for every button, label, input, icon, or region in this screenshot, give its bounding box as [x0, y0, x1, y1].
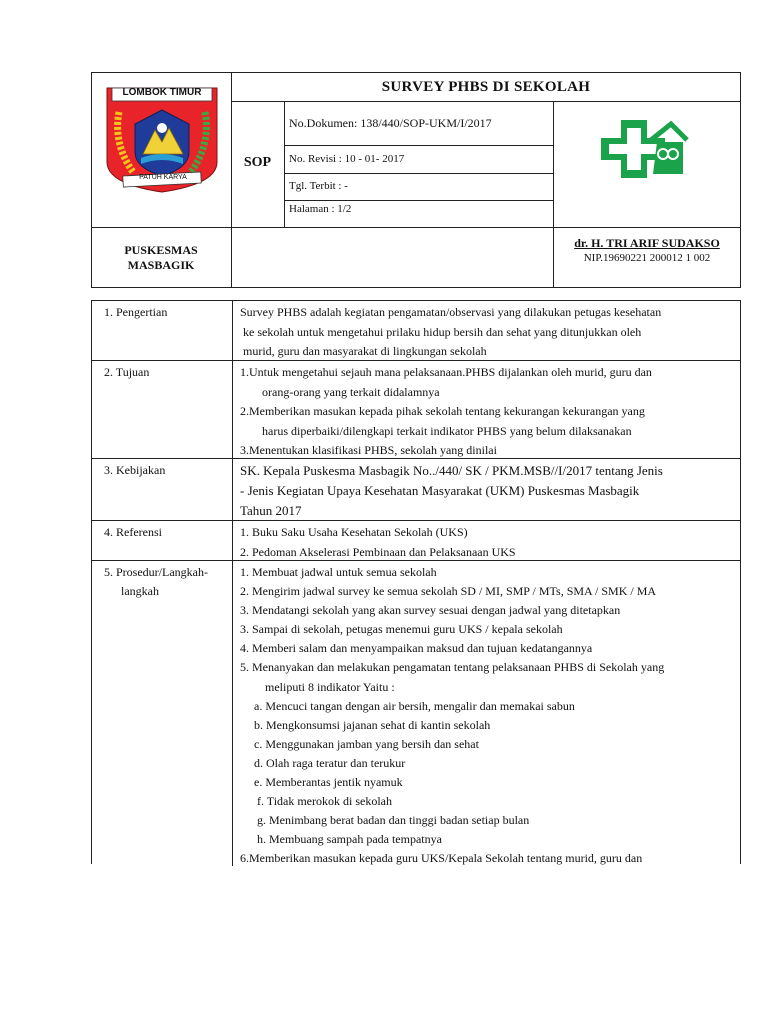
header-divider	[91, 227, 741, 228]
header-divider	[284, 101, 285, 227]
text-line: 3.Menentukan klasifikasi PHBS, sekolah yang dinilai	[240, 443, 497, 457]
row-content	[232, 561, 740, 866]
organization-name-line: PUSKESMAS	[124, 243, 198, 257]
text-line: harus diperbaiki/dilengkapi terkait indikator PHBS yang belum dilaksanakan	[262, 423, 632, 438]
text-line: orang-orang yang terkait didalamnya	[262, 384, 440, 399]
text-line: Survey PHBS adalah kegiatan pengamatan/observasi yang dilakukan petugas kesehatan	[240, 305, 662, 319]
row-label-line: langkah	[121, 584, 159, 598]
header-divider	[284, 173, 553, 174]
signer-nip: NIP.19690221 200012 1 002	[583, 252, 711, 264]
text-line: 3. Sampai di sekolah, petugas menemui guru UKS / kepala sekolah	[240, 622, 563, 637]
text-line: murid, guru dan masyarakat di lingkungan sekolah	[243, 344, 487, 358]
publish-date: Tgl. Terbit : -	[289, 180, 348, 192]
page-number: Halaman : 1/2	[289, 203, 352, 215]
text-line: 5. Menanyakan dan melakukan pengamatan tentang pelaksanaan PHBS di Sekolah yang	[240, 660, 665, 675]
table-row	[92, 520, 740, 561]
text-line: 2.Memberikan masukan kepada pihak sekolah tentang kekurangan kekurangan yang	[240, 404, 645, 418]
text-line: c. Menggunakan jamban yang bersih dan sehat	[254, 736, 479, 751]
text-line: meliputi 8 indikator Yaitu :	[265, 679, 395, 694]
signer-name: dr. H. TRI ARIF SUDAKSO	[574, 236, 720, 250]
text-line: 4. Memberi salam dan menyampaikan maksud dan tujuan kedatangannya	[240, 641, 593, 656]
row-label: 4. Referensi	[104, 525, 162, 539]
text-line: 6.Memberikan masukan kepada guru UKS/Kepala Sekolah tentang murid, guru dan	[240, 851, 643, 866]
text-line: a. Mencuci tangan dengan air bersih, mengalir dan memakai sabun	[254, 698, 575, 713]
crest-bottom-text: PATUH KARYA	[139, 174, 187, 181]
row-label	[92, 561, 232, 601]
sop-label: SOP	[243, 155, 272, 170]
table-row	[92, 560, 740, 866]
header-divider	[284, 200, 553, 201]
header-divider	[231, 101, 741, 102]
crest-top-text: LOMBOK TIMUR	[122, 87, 202, 98]
text-line: 3. Mendatangi sekolah yang akan survey sesuai dengan jadwal yang ditetapkan	[240, 603, 621, 618]
text-line: g. Menimbang berat badan dan tinggi badan setiap bulan	[257, 813, 530, 828]
document-title: SURVEY PHBS DI SEKOLAH	[381, 79, 591, 95]
puskesmas-logo	[597, 118, 689, 180]
text-line: 1. Membuat jadwal untuk semua sekolah	[240, 565, 437, 579]
table-row	[92, 301, 740, 360]
text-line: Tahun 2017	[240, 503, 302, 518]
text-line: 2. Pedoman Akselerasi Pembinaan dan Pelaksanaan UKS	[240, 544, 516, 559]
row-label-line: 5. Prosedur/Langkah-	[104, 565, 208, 579]
regency-crest-logo	[103, 84, 221, 194]
text-line: 1. Buku Saku Usaha Kesehatan Sekolah (UKS)	[240, 525, 468, 539]
text-line: 2. Mengirim jadwal survey ke semua sekolah SD / MI, SMP / MTs, SMA / SMK / MA	[240, 584, 657, 599]
text-line: f. Tidak merokok di sekolah	[257, 794, 392, 809]
row-content	[232, 361, 740, 459]
header-divider	[231, 72, 232, 288]
procedure-table	[91, 300, 741, 864]
text-line: b. Mengkonsumsi jajanan sehat di kantin sekolah	[254, 717, 491, 732]
text-line: ke sekolah untuk mengetahui prilaku hidup bersih dan sehat yang ditunjukkan oleh	[243, 324, 642, 339]
row-label: 2. Tujuan	[104, 365, 150, 379]
row-label: 3. Kebijakan	[104, 463, 166, 477]
table-row	[92, 360, 740, 459]
text-line: e. Memberantas jentik nyamuk	[254, 775, 403, 790]
row-content	[232, 521, 740, 561]
text-line: - Jenis Kegiatan Upaya Kesehatan Masyarakat (UKM) Puskesmas Masbagik	[240, 483, 640, 498]
signer-block	[553, 236, 741, 264]
text-line: 1.Untuk mengetahui sejauh mana pelaksanaan.PHBS dijalankan oleh murid, guru dan	[240, 365, 652, 379]
table-row	[92, 458, 740, 521]
text-line: SK. Kepala Puskesma Masbagik No../440/ SK / PKM.MSB//I/2017 tentang Jenis	[240, 463, 663, 478]
document-number: No.Dokumen: 138/440/SOP-UKM/I/2017	[289, 116, 492, 130]
text-line: d. Olah raga teratur dan terukur	[254, 755, 406, 770]
row-label: 1. Pengertian	[104, 305, 168, 319]
organization-name	[91, 243, 231, 273]
revision-number: No. Revisi : 10 - 01- 2017	[289, 153, 405, 165]
header-divider	[284, 145, 553, 146]
text-line: h. Membuang sampah pada tempatnya	[257, 832, 442, 847]
row-content	[232, 459, 740, 521]
organization-name-line: MASBAGIK	[127, 258, 195, 272]
row-content	[232, 301, 740, 360]
